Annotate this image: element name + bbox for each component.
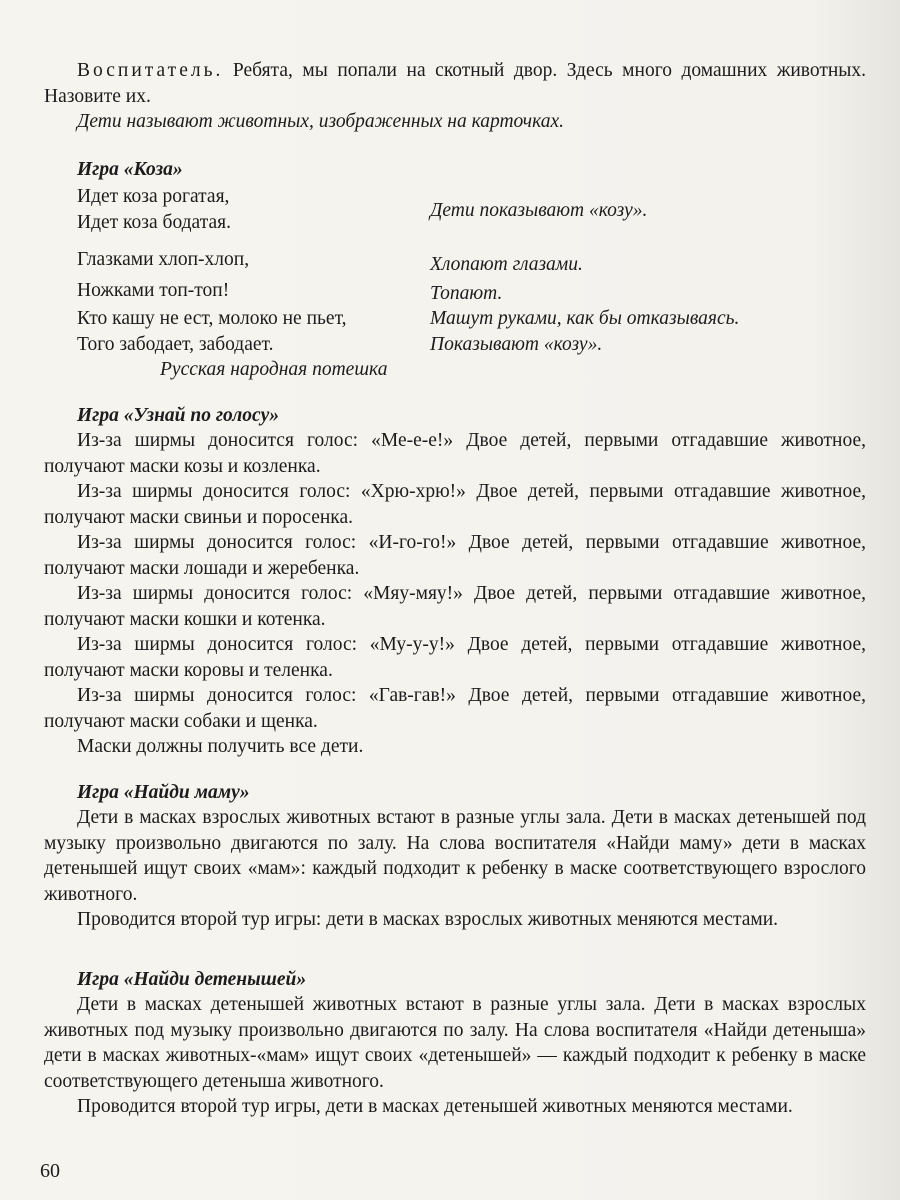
speaker-label: Воспитатель. — [77, 60, 224, 81]
poem-line — [44, 306, 866, 332]
poem-line — [44, 199, 866, 236]
poem-source: Русская народная потешка — [160, 359, 388, 380]
voice-paragraph: Из-за ширмы доносится голос: «И-го-го!» Двое детей, первыми отгадавшие животное, получают маски лошади и жеребенка. — [44, 532, 866, 579]
game-goat-title: Игра «Коза» — [77, 158, 183, 180]
voice-paragraph: Из-за ширмы доносится голос: «Гав-гав!» Двое детей, первыми отгадавшие животное, получают маски собаки и щенка. — [44, 685, 866, 732]
poem-action: Машут руками, как бы отказываясь. — [430, 308, 740, 329]
poem-verse: Глазками хлоп-хлоп, — [77, 249, 250, 270]
voice-paragraph: Маски должны получить все дети. — [77, 736, 364, 757]
voice-paragraph: Из-за ширмы доносится голос: «Хрю-хрю!» Двое детей, первыми отгадавшие животное, получают маски свиньи и поросенка. — [44, 481, 866, 528]
voice-paragraph: Из-за ширмы доносится голос: «Ме-е-е!» Двое детей, первыми отгадавшие животное, получают маски козы и козленка. — [44, 430, 866, 477]
intro-text: Ребята, мы попали на скотный двор. Здесь много домашних животных. Назовите их. — [44, 60, 867, 107]
poem-action: Топают. — [430, 282, 503, 304]
mom-paragraph: Дети в масках взрослых животных встают в разные углы зала. Дети в масках детенышей под музыку произвольно двигаются по залу. На слова воспитателя «Найди маму» дети в масках детенышей ищут своих «мам»: каждый подходит к ребенку в маске соответствующего взрослого животного. — [44, 807, 866, 905]
intro-note: Дети называют животных, изображенных на карточках. — [77, 111, 564, 132]
page-content — [44, 58, 866, 1120]
poem-verse: Того забодает, забодает. — [77, 333, 274, 355]
voice-paragraph: Из-за ширмы доносится голос: «Мяу-мяу!» Двое детей, первыми отгадавшие животное, получают маски кошки и котенка. — [44, 583, 866, 630]
poem-action: Хлопают глазами. — [430, 254, 583, 275]
poem-verse: Идет коза бодатая. — [77, 211, 231, 233]
baby-paragraph: Дети в масках детенышей животных встают в разные углы зала. Дети в масках взрослых животных под музыку произвольно двигаются по залу. На слова воспитателя «Найди детеныша» дети в масках животных-«мам» ищут своих «детенышей» — каждый подходит к ребенку в маске соответствующего детеныша животного. — [44, 994, 866, 1092]
poem-action: Показывают «козу». — [430, 333, 603, 355]
poem-verse: Идет коза рогатая, — [77, 186, 230, 207]
mom-paragraph: Проводится второй тур игры: дети в масках взрослых животных меняются местами. — [77, 909, 779, 930]
poem-verse: Ножками топ-топ! — [77, 279, 230, 301]
game-voice-title: Игра «Узнай по голосу» — [77, 404, 279, 426]
page-number: 60 — [40, 1160, 60, 1182]
voice-paragraph: Из-за ширмы доносится голос: «Му-у-у!» Двое детей, первыми отгадавшие животное, получают маски коровы и теленка. — [44, 634, 866, 681]
game-baby-title: Игра «Найди детенышей» — [77, 968, 307, 990]
poem-line — [44, 278, 866, 307]
game-mom-title: Игра «Найди маму» — [77, 781, 250, 803]
goat-poem — [44, 184, 866, 383]
poem-line — [44, 332, 866, 358]
poem-action: Дети показывают «козу». — [430, 199, 648, 221]
intro-paragraph — [44, 58, 866, 109]
baby-paragraph: Проводится второй тур игры, дети в масках детенышей животных меняются местами. — [77, 1096, 793, 1117]
poem-line — [44, 247, 866, 278]
poem-verse: Кто кашу не ест, молоко не пьет, — [77, 308, 347, 329]
